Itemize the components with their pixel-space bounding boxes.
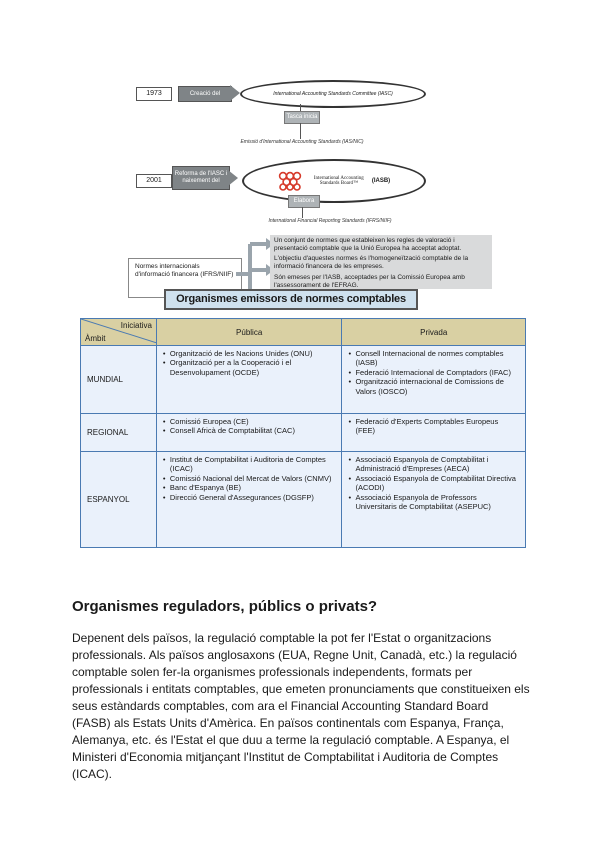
section-paragraph: Depenent dels països, la regulació comptable la pot fer l'Estat o organitzacions professionals. Als països anglosaxons (EUA, Regne Unit, Canadà, etc.) la regulació comptable solen fer-la organismes professionals independents, formats per professionals i entitats comptables, que emeten pronunciaments que constitueixen els seus estàndards comptables, com ara el Financial Accounting Standard Board (FASB) als Estats Units d'Amèrica. En països continentals com Espanya, França, Alemanya, etc. és l'Estat el que duu a terme la regulació comptable. A Espanya, el Ministeri d'Economia mitjançant l'Institut de Comptabilitat i Auditoria de Comptes (ICAC).	[72, 631, 530, 781]
column-header-privada: Privada	[342, 319, 526, 346]
normes-label: Normes internacionals d'informació financera (IFRS/NIIF)	[135, 263, 234, 279]
year-1973-box	[136, 87, 172, 101]
organismes-title-label: Organismes emissors de normes comptables	[176, 293, 406, 305]
normes-description	[270, 235, 492, 289]
ifrs-label: International Financial Reporting Standards (IFRS/NIIF)	[268, 218, 392, 224]
table-header-row	[81, 319, 526, 346]
list-item: • Associació Espanyola de Comptabilitat i Administració d'Empreses (AECA)	[355, 455, 519, 474]
tasca-inicia-box	[284, 111, 320, 124]
list-item: • Direcció General d'Assegurances (DGSFP)	[170, 493, 336, 502]
table-row-mundial	[81, 346, 526, 414]
iasb-abbr: (IASB)	[371, 178, 391, 184]
table-row-espanyol	[81, 452, 526, 548]
list-item: • Federació Internacional de Comptadors (IFAC)	[355, 368, 519, 377]
iasc-name: International Accounting Standards Committee (IASC)	[273, 91, 393, 97]
corner-header	[81, 319, 157, 346]
section-heading: Organismes reguladors, públics o privats?	[72, 598, 378, 615]
list-item: • Comissió Europea (CE)	[170, 417, 336, 426]
list-item: • Consell Internacional de normes comptables (IASB)	[355, 349, 519, 368]
reforma-label: Reforma de l'IASC i naixement del	[174, 171, 228, 184]
iasb-ellipse	[242, 159, 426, 203]
privada-cell	[342, 414, 526, 452]
iasb-logo-text: International Accounting Standards Board™	[313, 176, 364, 186]
year-1973-label: 1973	[146, 90, 162, 97]
list-item: • Organització per a la Cooperació i el Desenvolupament (OCDE)	[170, 358, 336, 377]
corner-iniciativa: Iniciativa	[120, 321, 152, 330]
list-item: • Associació Espanyola de Professors Universitaris de Comptabilitat (ASEPUC)	[355, 493, 519, 512]
year-2001-box	[136, 174, 172, 188]
iasc-ellipse	[240, 80, 426, 108]
arrow-right-icon	[228, 170, 238, 186]
privada-cell	[342, 346, 526, 414]
connector-line	[302, 207, 303, 218]
list-item: • Comissió Nacional del Mercat de Valors (CNMV)	[170, 474, 336, 483]
ambit-cell: REGIONAL	[81, 414, 157, 452]
elabora-box	[288, 195, 320, 208]
corner-ambit: Àmbit	[85, 334, 106, 343]
publica-cell	[156, 452, 342, 548]
creacio-label: Creació del	[189, 90, 221, 97]
list-item: • Organització internacional de Comissions de Valors (IOSCO)	[355, 377, 519, 396]
normes-description-line: Són emeses per l'IASB, acceptades per la Comissió Europea amb l'assessorament de l'EFRAG.	[274, 273, 465, 289]
creacio-box	[178, 86, 232, 102]
list-item: • Associació Espanyola de Comptabilitat Directiva (ACODI)	[355, 474, 519, 493]
publica-cell	[156, 346, 342, 414]
ambit-cell: MUNDIAL	[81, 346, 157, 414]
emissio-label: Emissió d'International Accounting Standards (IAS/NIC)	[240, 139, 364, 145]
privada-cell	[342, 452, 526, 548]
elabora-label: Elabora	[293, 198, 315, 204]
tasca-inicia-label: Tasca inicia	[286, 114, 318, 120]
list-item: • Federació d'Experts Comptables Europeus (FEE)	[355, 417, 519, 436]
column-header-publica: Pública	[156, 319, 342, 346]
arrow-right-icon	[230, 85, 240, 101]
iasb-logo-icon	[278, 171, 304, 191]
year-2001-label: 2001	[146, 177, 162, 184]
list-item: • Organització de les Nacions Unides (ONU)	[170, 349, 336, 358]
normes-description-line: Un conjunt de normes que estableixen les regles de valoració i presentació comptable que la Unió Europea ha acceptat adoptat.	[274, 237, 462, 253]
normes-description-line: L'objectiu d'aquestes normes és l'homogeneïtzació comptable de la informació financera de les empreses.	[274, 255, 469, 271]
reforma-box	[172, 166, 230, 190]
ambit-cell: ESPANYOL	[81, 452, 157, 548]
list-item: • Institut de Comptabilitat i Auditoria de Comptes (ICAC)	[170, 455, 336, 474]
list-item: • Consell Africà de Comptabilitat (CAC)	[170, 426, 336, 435]
publica-cell	[156, 414, 342, 452]
organismes-table	[80, 318, 526, 548]
list-item: • Banc d'Espanya (BE)	[170, 483, 336, 492]
organismes-title	[164, 289, 418, 310]
table-row-regional	[81, 414, 526, 452]
connector-line	[300, 123, 301, 139]
